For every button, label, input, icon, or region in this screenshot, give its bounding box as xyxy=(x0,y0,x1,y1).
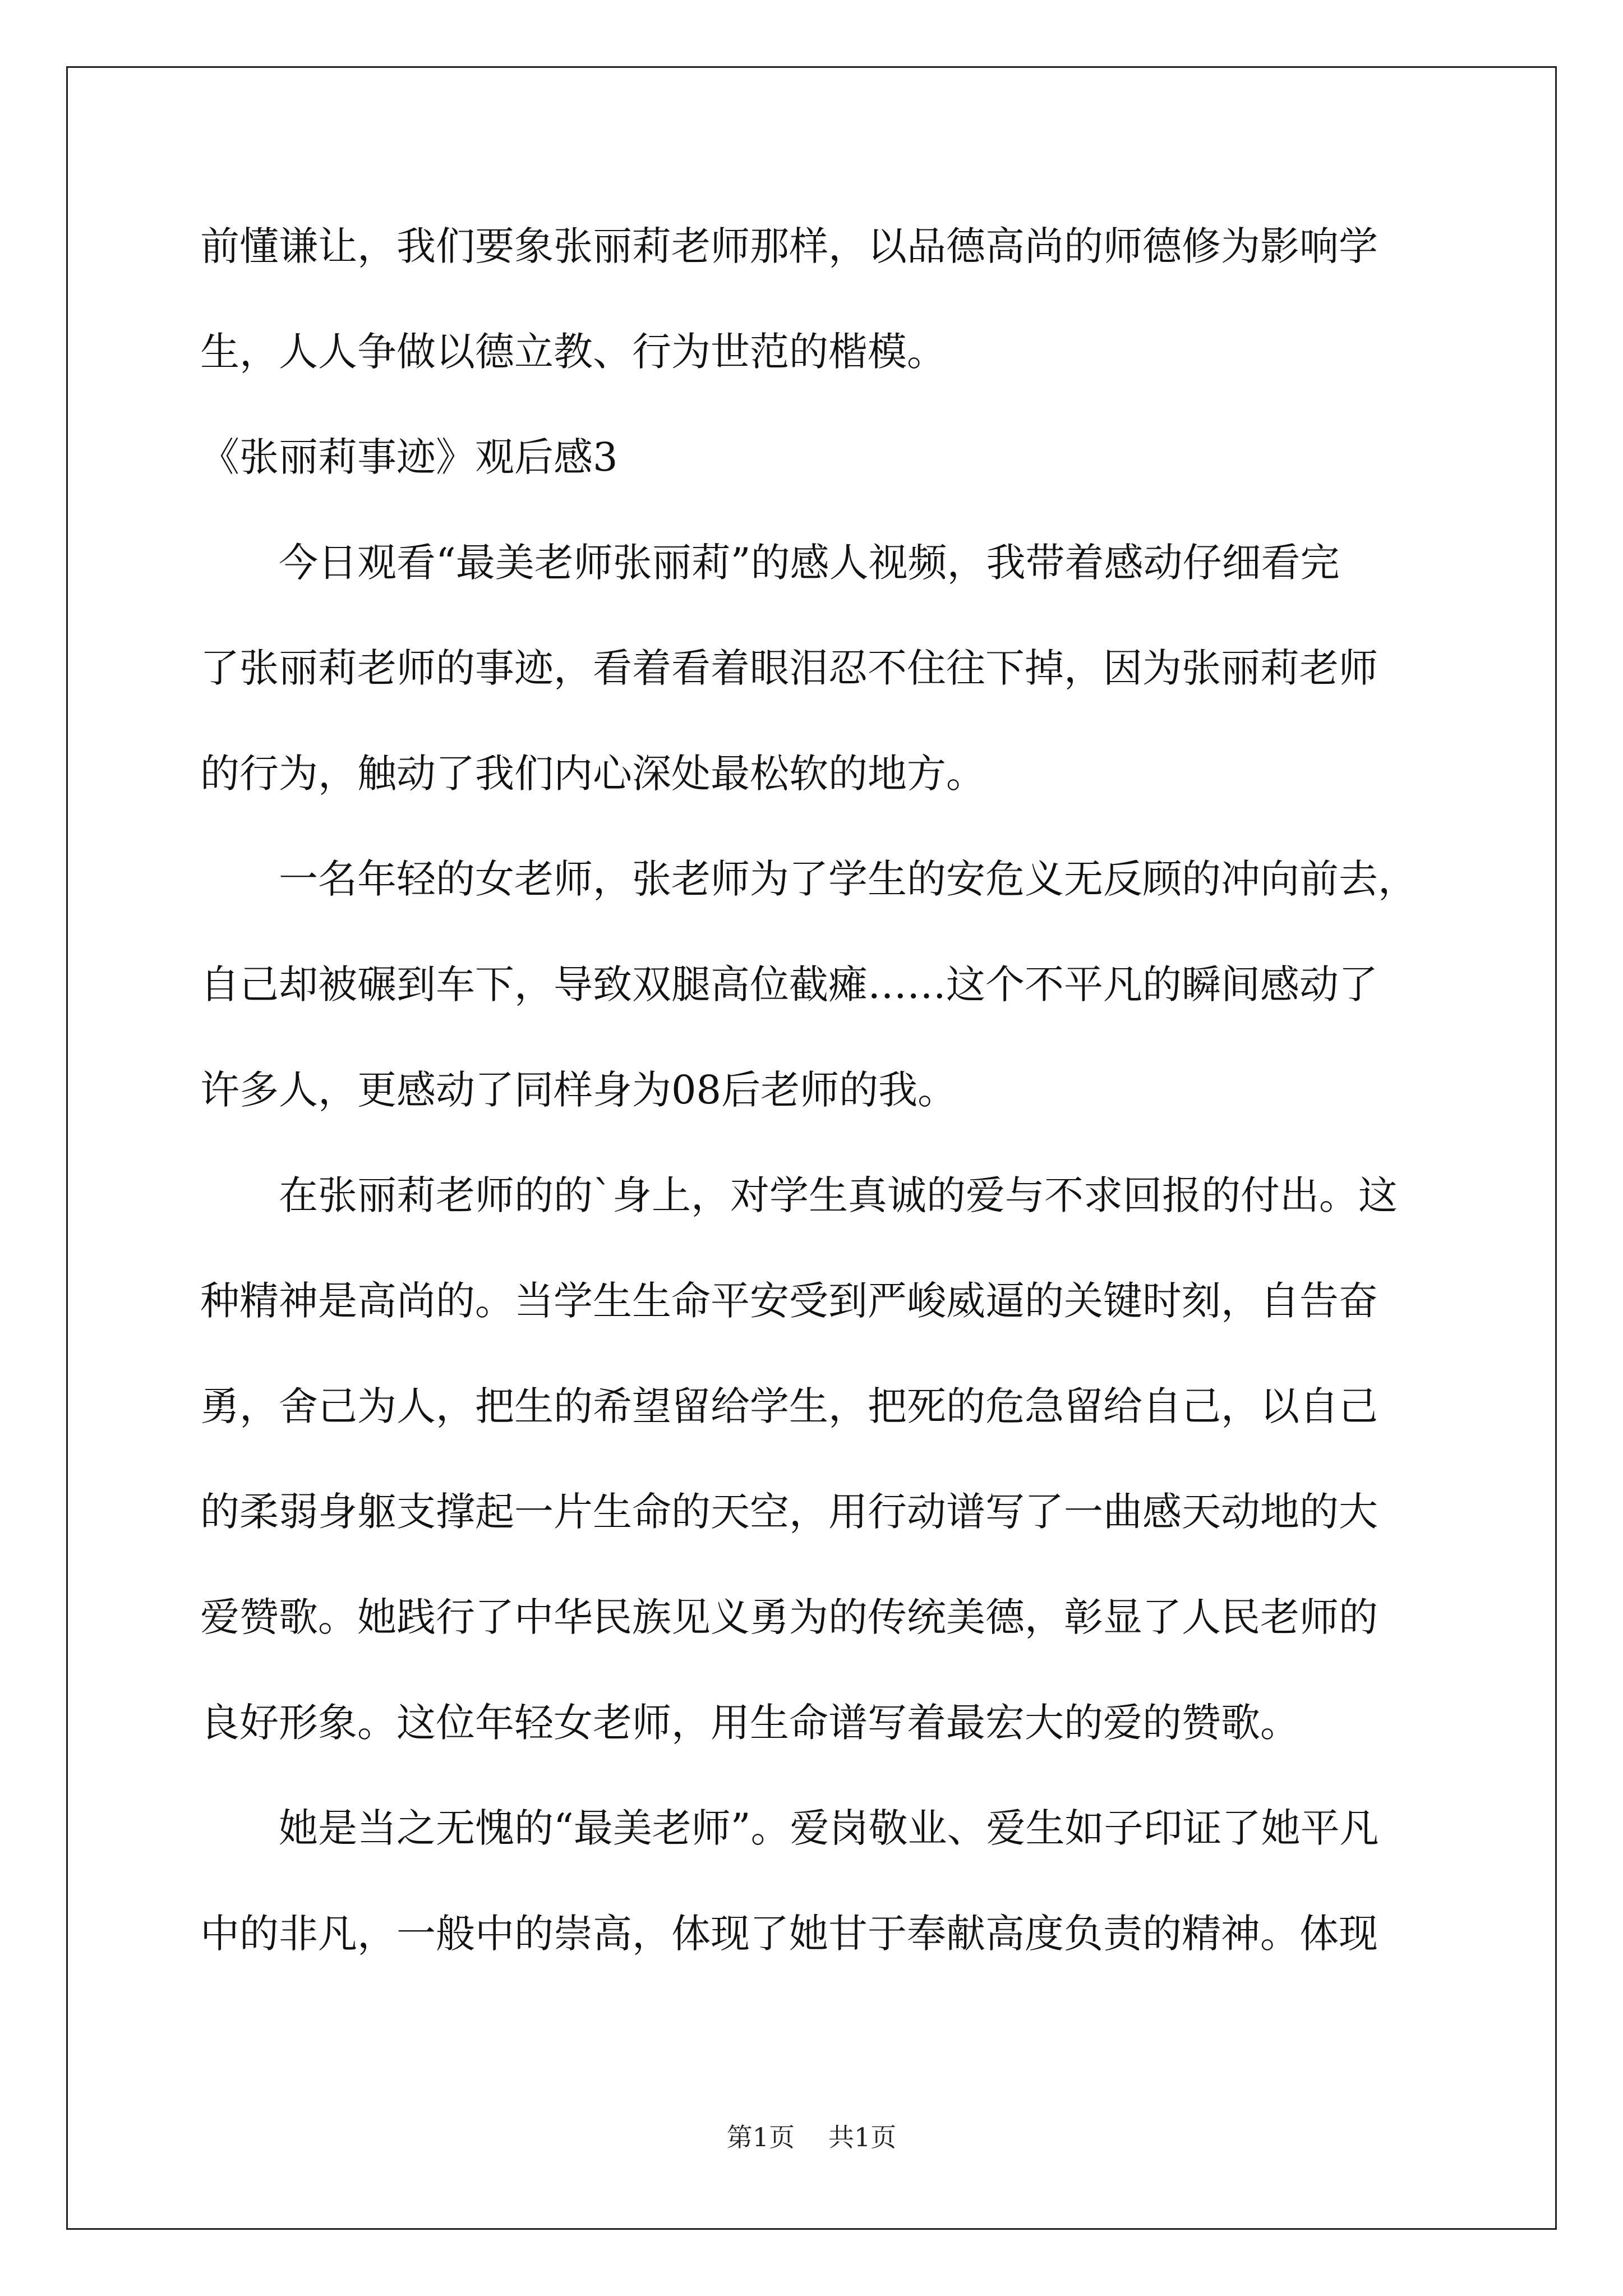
text-line: 中的非凡，一般中的崇高，体现了她甘于奉献高度负责的精神。体现 xyxy=(200,1911,1378,1957)
page-footer xyxy=(0,2120,1623,2154)
text-line: 前懂谦让，我们要象张丽莉老师那样，以品德高尚的师德修为影响学 xyxy=(200,223,1378,269)
text-line: 勇，舍己为人，把生的希望留给学生，把死的危急留给自己，以自己 xyxy=(200,1383,1378,1429)
section-heading: 《张丽莉事迹》观后感3 xyxy=(200,434,618,480)
paragraph-start: 今日观看“最美老师张丽莉”的感人视频，我带着感动仔细看完 xyxy=(279,540,1340,586)
text-line: 了张丽莉老师的事迹，看着看着眼泪忍不住往下掉，因为张丽莉老师 xyxy=(200,645,1378,691)
text-line: 良好形象。这位年轻女老师，用生命谱写着最宏大的爱的赞歌。 xyxy=(200,1700,1299,1746)
text-line: 生，人人争做以德立教、行为世范的楷模。 xyxy=(200,329,946,375)
text-line: 的行为，触动了我们内心深处最松软的地方。 xyxy=(200,751,985,797)
text-line: 许多人，更感动了同样身为08后老师的我。 xyxy=(200,1067,957,1113)
page-number: 第1页 xyxy=(726,2122,795,2152)
text-line: 自己却被碾到车下，导致双腿高位截瘫……这个不平凡的瞬间感动了 xyxy=(200,961,1378,1007)
text-line: 爱赞歌。她践行了中华民族见义勇为的传统美德，彰显了人民老师的 xyxy=(200,1594,1378,1640)
paragraph-start: 在张丽莉老师的的`身上，对学生真诚的爱与不求回报的付出。这 xyxy=(279,1172,1398,1218)
text-line: 的柔弱身躯支撑起一片生命的天空，用行动谱写了一曲感天动地的大 xyxy=(200,1489,1378,1535)
paragraph-start: 她是当之无愧的“最美老师”。爱岗敬业、爱生如子印证了她平凡 xyxy=(279,1805,1379,1851)
paragraph-start: 一名年轻的女老师，张老师为了学生的安危义无反顾的冲向前去， xyxy=(279,856,1417,902)
page-total: 共1页 xyxy=(828,2122,897,2152)
document-body xyxy=(200,194,1440,1986)
text-line: 种精神是高尚的。当学生生命平安受到严峻威逼的关键时刻，自告奋 xyxy=(200,1278,1378,1324)
